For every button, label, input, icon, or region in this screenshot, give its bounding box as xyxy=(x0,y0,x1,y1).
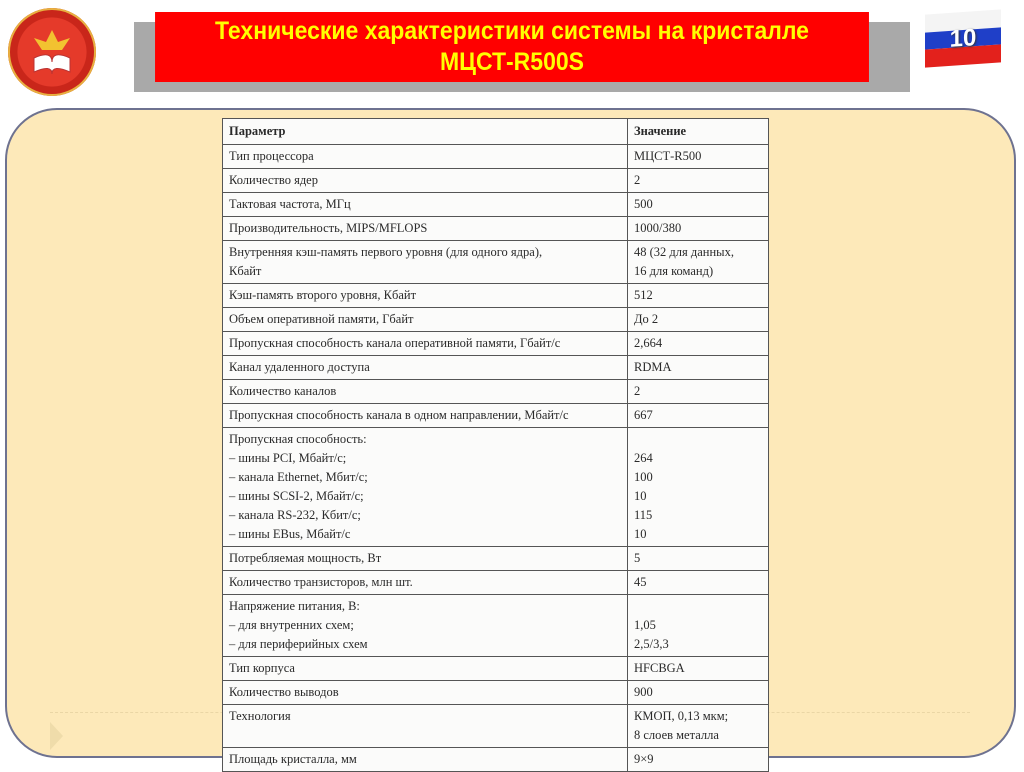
table-row xyxy=(223,748,769,772)
table-row xyxy=(223,428,769,547)
table-row xyxy=(223,356,769,380)
parameter-cell: Количество каналов xyxy=(223,380,628,404)
parameter-cell: Пропускная способность: – шины PCI, Мбайт/с; – канала Ethernet, Мбит/с; – шины SCSI-2, Мбайт/с; – канала RS-232, Кбит/с; – шины EBus, Мбайт/с xyxy=(223,428,628,547)
parameter-cell: Количество ядер xyxy=(223,169,628,193)
value-cell: HFCBGA xyxy=(628,657,769,681)
parameter-cell: Внутренняя кэш-память первого уровня (для одного ядра), Кбайт xyxy=(223,241,628,284)
value-cell: 5 xyxy=(628,547,769,571)
table-row xyxy=(223,193,769,217)
parameter-cell: Количество выводов xyxy=(223,681,628,705)
value-cell: 2,664 xyxy=(628,332,769,356)
title-line-1: Технические характеристики системы на кристалле xyxy=(215,17,809,45)
page-number: 10 xyxy=(949,23,977,53)
value-cell: 48 (32 для данных, 16 для команд) xyxy=(628,241,769,284)
value-cell: 9×9 xyxy=(628,748,769,772)
parameter-cell: Объем оперативной памяти, Гбайт xyxy=(223,308,628,332)
parameter-cell: Тип процессора xyxy=(223,145,628,169)
value-cell: 1,05 2,5/3,3 xyxy=(628,595,769,657)
parameter-cell: Технология xyxy=(223,705,628,748)
table-row xyxy=(223,217,769,241)
table-row xyxy=(223,404,769,428)
next-slide-arrow-icon[interactable] xyxy=(50,722,63,750)
parameter-cell: Тип корпуса xyxy=(223,657,628,681)
table-row xyxy=(223,308,769,332)
table-row xyxy=(223,145,769,169)
parameter-cell: Кэш-память второго уровня, Кбайт xyxy=(223,284,628,308)
header-value: Значение xyxy=(628,119,769,145)
value-cell: КМОП, 0,13 мкм; 8 слоев металла xyxy=(628,705,769,748)
value-cell: RDMA xyxy=(628,356,769,380)
parameter-cell: Напряжение питания, В: – для внутренних схем; – для периферийных схем xyxy=(223,595,628,657)
table-row xyxy=(223,284,769,308)
parameter-cell: Тактовая частота, МГц xyxy=(223,193,628,217)
russian-flag-page-badge xyxy=(925,9,1001,67)
value-cell: МЦСТ-R500 xyxy=(628,145,769,169)
parameter-cell: Пропускная способность канала в одном направлении, Мбайт/с xyxy=(223,404,628,428)
table-row xyxy=(223,241,769,284)
parameter-cell: Канал удаленного доступа xyxy=(223,356,628,380)
table-row xyxy=(223,332,769,356)
table-row xyxy=(223,705,769,748)
table-row xyxy=(223,169,769,193)
table-row xyxy=(223,681,769,705)
table-row xyxy=(223,657,769,681)
value-cell: 512 xyxy=(628,284,769,308)
value-cell: 667 xyxy=(628,404,769,428)
table-row xyxy=(223,571,769,595)
specs-table xyxy=(222,118,769,772)
table-header-row xyxy=(223,119,769,145)
value-cell: До 2 xyxy=(628,308,769,332)
value-cell: 2 xyxy=(628,380,769,404)
value-cell: 900 xyxy=(628,681,769,705)
parameter-cell: Пропускная способность канала оперативной памяти, Гбайт/с xyxy=(223,332,628,356)
parameter-cell: Количество транзисторов, млн шт. xyxy=(223,571,628,595)
value-cell: 2 xyxy=(628,169,769,193)
value-cell: 500 xyxy=(628,193,769,217)
parameter-cell: Производительность, MIPS/MFLOPS xyxy=(223,217,628,241)
table-row xyxy=(223,380,769,404)
table-row xyxy=(223,547,769,571)
table-row xyxy=(223,595,769,657)
parameter-cell: Потребляемая мощность, Вт xyxy=(223,547,628,571)
emblem-logo xyxy=(8,8,96,96)
value-cell: 264 100 10 115 10 xyxy=(628,428,769,547)
emblem-icon xyxy=(30,28,74,76)
value-cell: 45 xyxy=(628,571,769,595)
slide-title xyxy=(155,12,869,82)
parameter-cell: Площадь кристалла, мм xyxy=(223,748,628,772)
value-cell: 1000/380 xyxy=(628,217,769,241)
header-parameter: Параметр xyxy=(223,119,628,145)
title-line-2: МЦСТ-R500S xyxy=(439,48,585,76)
